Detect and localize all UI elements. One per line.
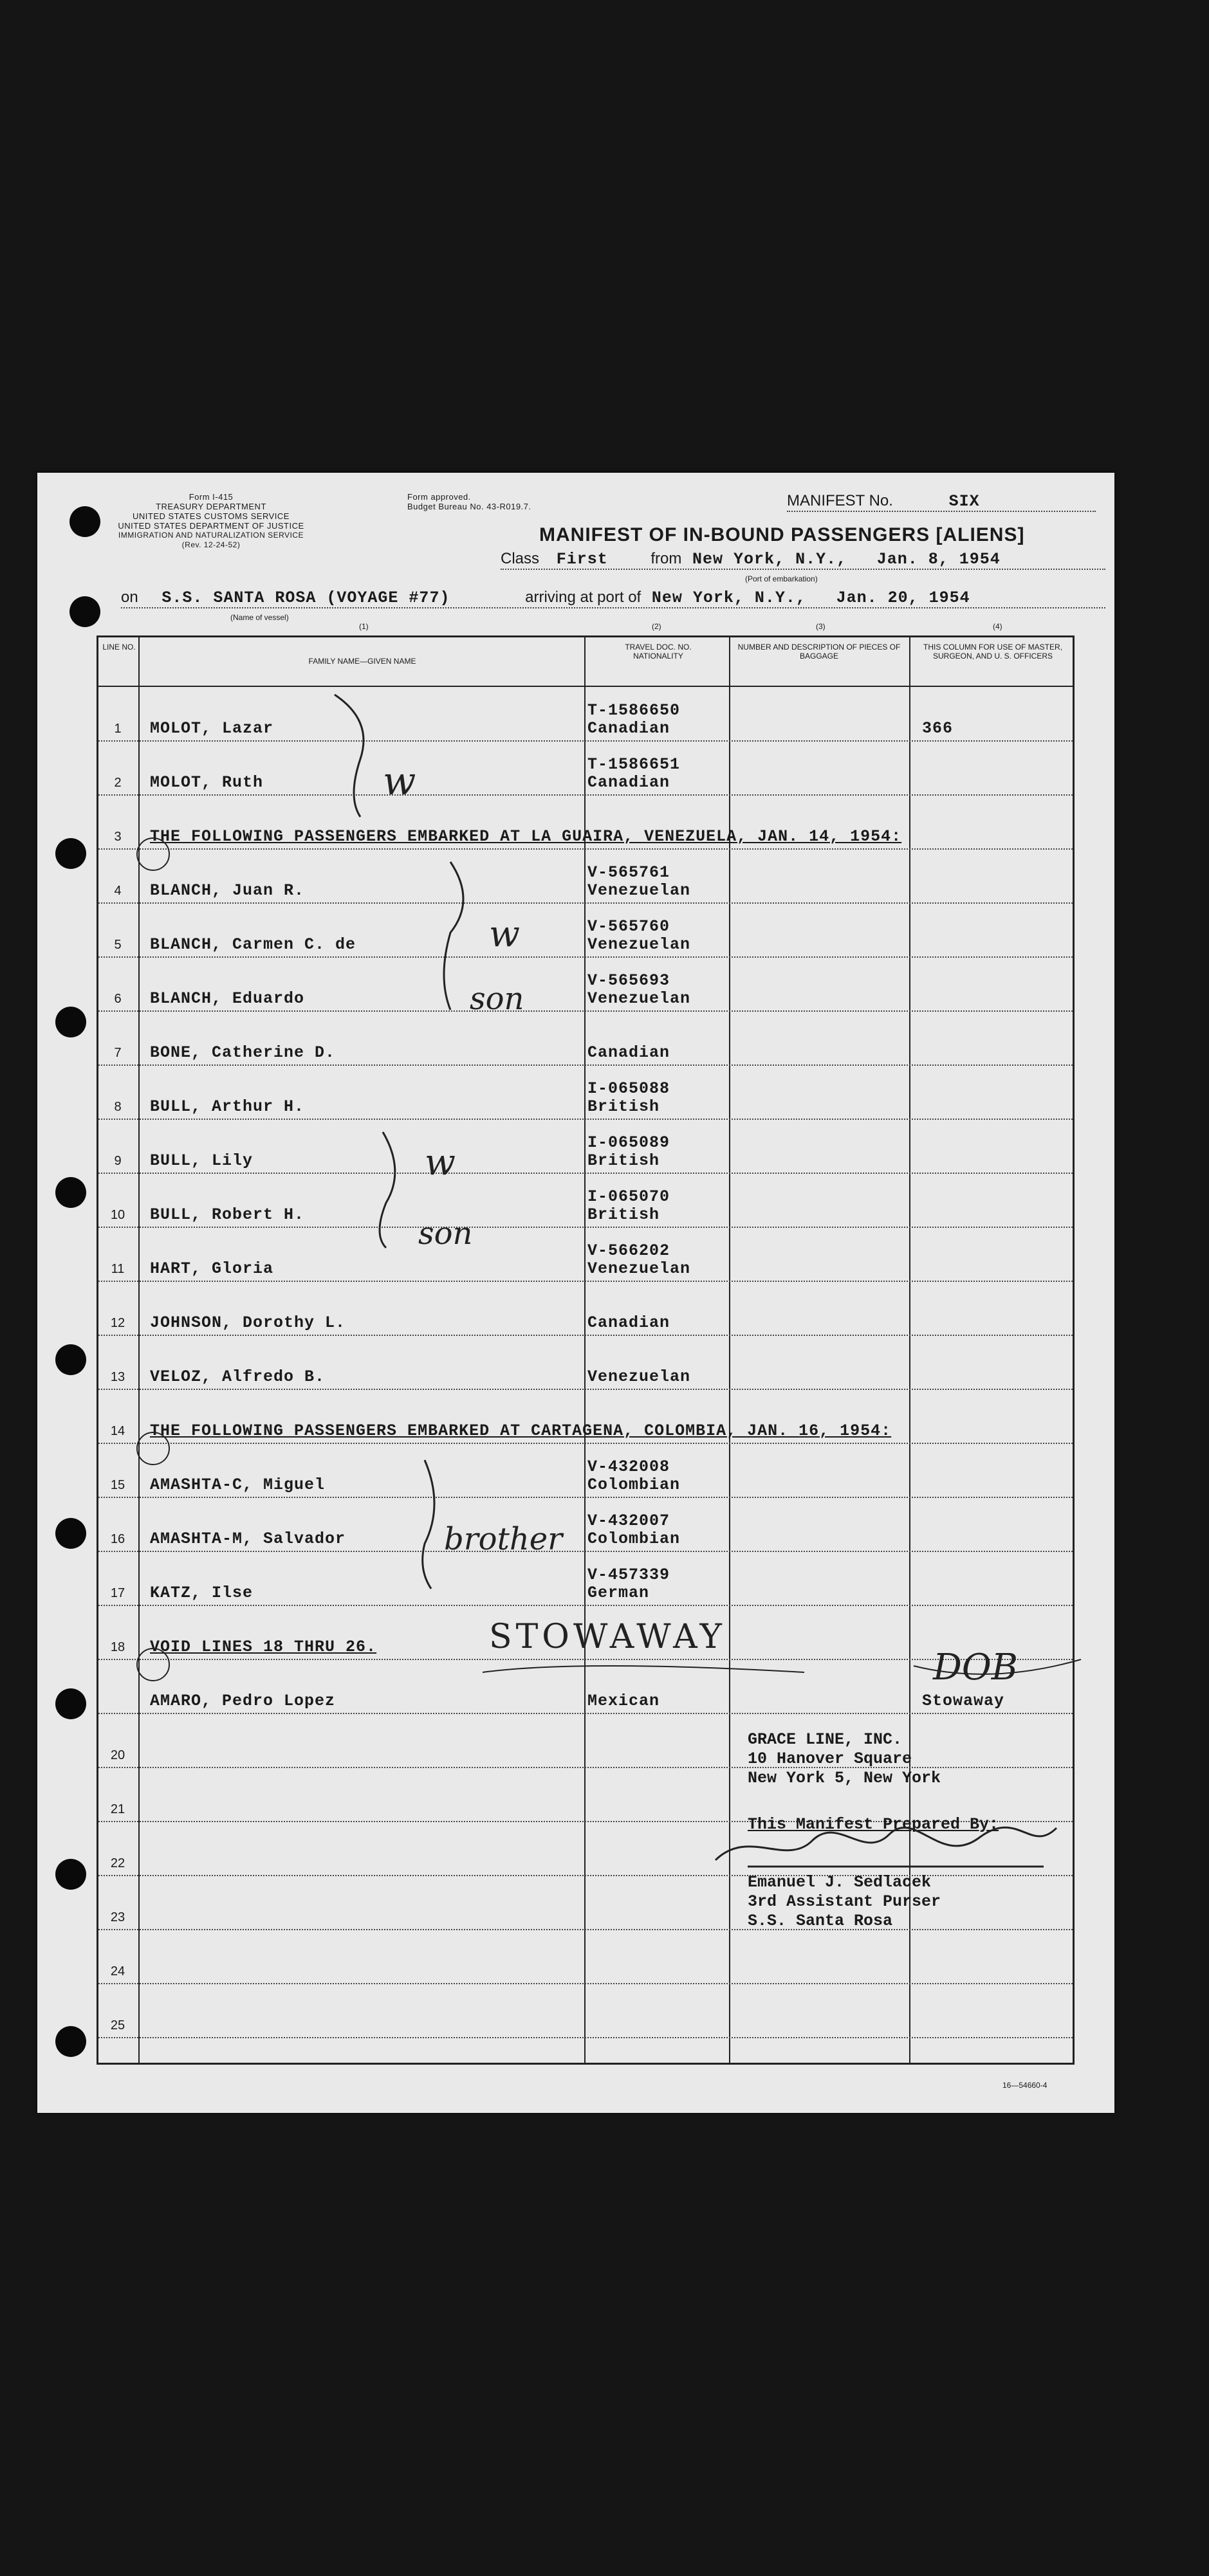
handwritten-dob: DOB — [933, 1647, 1018, 1688]
passenger-name: BULL, Lily — [150, 1151, 254, 1170]
line-number: 3 — [114, 830, 122, 844]
line-number: 23 — [110, 1910, 125, 1924]
col-marker-2: (2) — [652, 622, 661, 631]
travel-doc — [587, 1692, 660, 1710]
table-row — [98, 1120, 1073, 1174]
table-row — [98, 1012, 1073, 1066]
table-row — [98, 688, 1073, 742]
company-address: 10 Hanover Square — [748, 1749, 912, 1768]
punch-hole — [69, 596, 100, 627]
line-number: 15 — [110, 1478, 125, 1492]
passenger-name: BONE, Catherine D. — [150, 1043, 336, 1062]
agency-block — [95, 492, 327, 550]
table-row — [98, 796, 1073, 850]
passenger-name: VELOZ, Alfredo B. — [150, 1367, 326, 1386]
travel-doc — [587, 1188, 670, 1224]
line-number: 2 — [114, 776, 122, 790]
table-row — [98, 904, 1073, 958]
signature — [748, 1834, 1108, 1873]
travel-doc — [587, 1458, 680, 1494]
travel-doc — [587, 1314, 670, 1332]
doc-number: T-1586650 — [587, 701, 681, 720]
line-number: 4 — [114, 884, 122, 898]
company-block — [748, 1730, 941, 1788]
travel-doc — [587, 1566, 670, 1602]
manifest-label: MANIFEST No. — [787, 492, 893, 509]
table-row — [98, 1444, 1073, 1498]
doc-number: V-457339 — [587, 1566, 670, 1584]
table-row — [98, 1390, 1073, 1444]
line-number: 17 — [110, 1586, 125, 1600]
line-number: 7 — [114, 1046, 122, 1060]
preparer-name: Emanuel J. Sedlacek — [748, 1873, 932, 1892]
nationality: British — [587, 1097, 660, 1116]
line-number: 1 — [114, 722, 122, 736]
line-number: 22 — [110, 1856, 125, 1870]
doc-number: V-432008 — [587, 1457, 670, 1476]
travel-doc — [587, 756, 680, 792]
travel-doc — [587, 1134, 670, 1170]
handwritten-son-blanch: son — [470, 981, 524, 1017]
passenger-name: JOHNSON, Dorothy L. — [150, 1313, 346, 1332]
page-title: MANIFEST OF IN-BOUND PASSENGERS [ALIENS] — [539, 524, 1025, 545]
col-marker-4: (4) — [993, 622, 1002, 631]
travel-doc — [587, 1044, 670, 1062]
manifest-number — [787, 492, 1096, 512]
doc-number: I-065088 — [587, 1079, 670, 1098]
preparer-title: 3rd Assistant Purser — [748, 1892, 941, 1911]
travel-doc — [587, 918, 690, 954]
table-row — [98, 1228, 1073, 1282]
doc-number: I-065089 — [587, 1133, 670, 1152]
passenger-name: AMASHTA-M, Salvador — [150, 1530, 346, 1548]
section-note: VOID LINES 18 THRU 26. — [150, 1638, 377, 1656]
vessel-name: S.S. SANTA ROSA (VOYAGE #77) — [162, 589, 450, 607]
passenger-name: AMASHTA-C, Miguel — [150, 1475, 326, 1494]
col-header-doc: TRAVEL DOC. NO. NATIONALITY — [625, 643, 692, 661]
port-note: (Port of embarkation) — [745, 574, 818, 583]
travel-doc — [587, 972, 690, 1008]
doc-number: V-565761 — [587, 863, 670, 882]
passenger-name: KATZ, Ilse — [150, 1584, 254, 1602]
budget-bureau: Budget Bureau No. 43-R019.7. — [407, 502, 531, 511]
line-number: 6 — [114, 992, 122, 1006]
vessel-note: (Name of vessel) — [230, 613, 289, 622]
handwritten-w-bull: w — [425, 1142, 456, 1183]
passenger-name: BULL, Robert H. — [150, 1205, 305, 1224]
handwritten-w-molot: w — [383, 759, 416, 804]
table-row — [98, 1984, 1073, 2038]
nationality: Venezuelan — [587, 1259, 691, 1278]
arriving-label: arriving at port of — [525, 589, 641, 606]
section-note: THE FOLLOWING PASSENGERS EMBARKED AT LA GUAIRA, VENEZUELA, JAN. 14, 1954: — [150, 827, 902, 846]
form-number: Form I-415 — [189, 492, 234, 502]
from-port: New York, N.Y., — [692, 550, 847, 569]
arrive-date: Jan. 20, 1954 — [836, 589, 970, 607]
line-number: 9 — [114, 1154, 122, 1168]
handwritten-stowaway: STOWAWAY — [489, 1618, 726, 1656]
nationality: Canadian — [587, 719, 670, 738]
doc-number: I-065070 — [587, 1187, 670, 1206]
preparer-vessel: S.S. Santa Rosa — [748, 1912, 893, 1930]
nationality: Mexican — [587, 1692, 660, 1710]
travel-doc — [587, 1242, 690, 1278]
company-name: GRACE LINE, INC. — [748, 1730, 903, 1749]
line-number: 24 — [110, 1964, 125, 1978]
class-value: First — [556, 550, 608, 569]
nationality: Canadian — [587, 1043, 670, 1062]
officer-remark: 366 — [922, 719, 954, 738]
travel-doc — [587, 1080, 670, 1116]
section-note: THE FOLLOWING PASSENGERS EMBARKED AT CARTAGENA, COLOMBIA, JAN. 16, 1954: — [150, 1421, 892, 1440]
line-number: 25 — [110, 2018, 125, 2032]
table-row — [98, 1552, 1073, 1606]
line-number: 8 — [114, 1100, 122, 1114]
officer-remark: Stowaway — [922, 1692, 1005, 1710]
nationality: Venezuelan — [587, 935, 691, 954]
travel-doc — [587, 1368, 690, 1386]
travel-doc — [587, 702, 680, 738]
nationality: Canadian — [587, 773, 670, 792]
nationality: British — [587, 1151, 660, 1170]
prepared-by: This Manifest Prepared By: — [748, 1815, 999, 1834]
form-approved: Form approved. — [407, 492, 471, 502]
col-header-officers: THIS COLUMN FOR USE OF MASTER, SURGEON, AND U. S. OFFICERS — [923, 643, 1062, 661]
table-row — [98, 1336, 1073, 1390]
col-marker-1: (1) — [359, 622, 369, 631]
table-row — [98, 1174, 1073, 1228]
table-row — [98, 742, 1073, 796]
nationality: Venezuelan — [587, 989, 691, 1008]
handwritten-w-blanch: w — [489, 913, 520, 955]
handwritten-son-bull: son — [418, 1216, 473, 1252]
doc-number: V-566202 — [587, 1241, 670, 1260]
col-header-name: FAMILY NAME—GIVEN NAME — [308, 657, 416, 666]
footer-code: 16—54660-4 — [1002, 2081, 1047, 2090]
table-row — [98, 850, 1073, 904]
nationality: Colombian — [587, 1475, 681, 1494]
from-label: from — [651, 550, 682, 567]
line-number: 21 — [110, 1802, 125, 1816]
col-header-line: LINE NO. — [102, 643, 136, 652]
manifest-value: SIX — [948, 492, 980, 511]
doc-number: V-432007 — [587, 1512, 670, 1530]
approval-block — [407, 492, 531, 511]
nationality: British — [587, 1205, 660, 1224]
punch-hole — [55, 1007, 86, 1037]
circled-line-14 — [136, 1432, 170, 1465]
nationality: Venezuelan — [587, 881, 691, 900]
justice-dept: UNITED STATES DEPARTMENT OF JUSTICE — [118, 521, 304, 531]
line-number: 14 — [110, 1424, 125, 1438]
punch-hole — [55, 838, 86, 869]
passenger-name: BLANCH, Eduardo — [150, 989, 305, 1008]
vessel-line — [121, 589, 1105, 608]
line-number: 13 — [110, 1370, 125, 1384]
customs-service: UNITED STATES CUSTOMS SERVICE — [133, 511, 290, 521]
line-number: 12 — [110, 1316, 125, 1330]
from-date: Jan. 8, 1954 — [876, 550, 1001, 569]
table-row — [98, 1498, 1073, 1552]
line-number: 16 — [110, 1532, 125, 1546]
travel-doc — [587, 864, 690, 900]
passenger-name: BLANCH, Carmen C. de — [150, 935, 356, 954]
table-row — [98, 1282, 1073, 1336]
col-header-pieces: NUMBER AND DESCRIPTION OF PIECES OF BAGGAGE — [737, 643, 901, 661]
passenger-name: AMARO, Pedro Lopez — [150, 1692, 336, 1710]
punch-hole — [55, 1518, 86, 1549]
nationality: Venezuelan — [587, 1367, 691, 1386]
company-city: New York 5, New York — [748, 1769, 941, 1787]
punch-hole — [55, 1688, 86, 1719]
punch-hole — [55, 1859, 86, 1890]
passenger-name: HART, Gloria — [150, 1259, 274, 1278]
table-row — [98, 958, 1073, 1012]
revision: (Rev. 12-24-52) — [181, 540, 241, 549]
passenger-name: MOLOT, Lazar — [150, 719, 274, 738]
preparer-block — [748, 1815, 1108, 1931]
line-number: 5 — [114, 938, 122, 952]
punch-hole — [55, 1344, 86, 1375]
punch-hole — [55, 2026, 86, 2057]
on-label: on — [121, 589, 138, 606]
table-row — [98, 1660, 1073, 1714]
class-label: Class — [501, 550, 540, 567]
arrive-port: New York, N.Y., — [651, 589, 806, 607]
table-row — [98, 1930, 1073, 1984]
ins-service: IMMIGRATION AND NATURALIZATION SERVICE — [118, 531, 304, 540]
class-line — [501, 550, 1105, 570]
nationality: Colombian — [587, 1530, 681, 1548]
line-number: 10 — [110, 1208, 125, 1222]
travel-doc — [587, 1512, 680, 1548]
nationality: Canadian — [587, 1313, 670, 1332]
line-number: 20 — [110, 1748, 125, 1762]
passenger-name: BULL, Arthur H. — [150, 1097, 305, 1116]
col-marker-3: (3) — [816, 622, 826, 631]
doc-number: V-565693 — [587, 971, 670, 990]
passenger-name: BLANCH, Juan R. — [150, 881, 305, 900]
line-number: 11 — [111, 1262, 125, 1276]
table-row — [98, 1066, 1073, 1120]
line-number: 18 — [110, 1640, 125, 1654]
circled-line-3 — [136, 837, 170, 871]
doc-number: T-1586651 — [587, 755, 681, 774]
circled-line-18 — [136, 1648, 170, 1681]
handwritten-brother: brother — [444, 1521, 563, 1557]
doc-number: V-565760 — [587, 917, 670, 936]
nationality: German — [587, 1584, 650, 1602]
treasury-dept: TREASURY DEPARTMENT — [156, 502, 266, 511]
passenger-name: MOLOT, Ruth — [150, 773, 264, 792]
punch-hole — [55, 1177, 86, 1208]
